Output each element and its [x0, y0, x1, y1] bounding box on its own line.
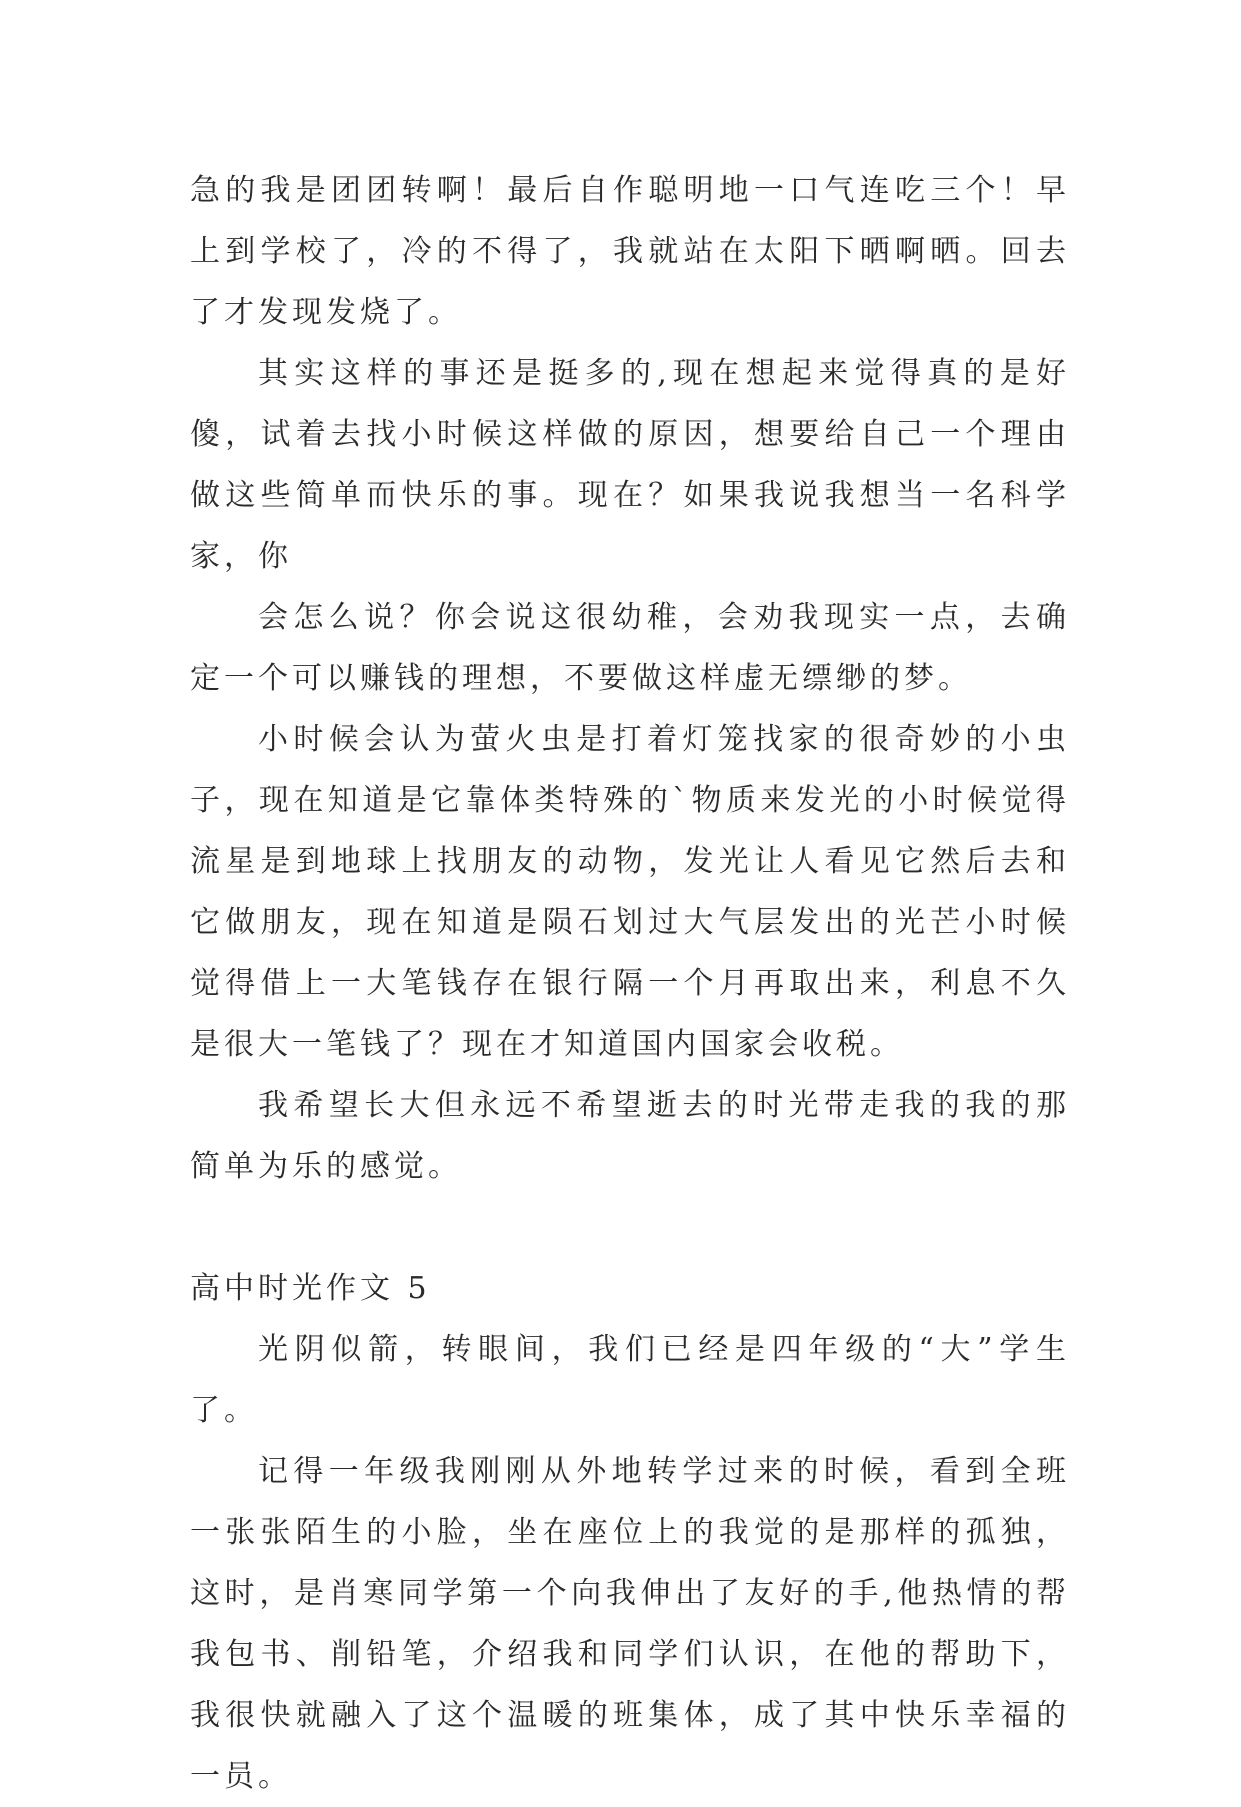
paragraph: 其实这样的事还是挺多的,现在想起来觉得真的是好傻，试着去找小时候这样做的原因，想要给自己一个理由做这些简单而快乐的事。现在？如果我说我想当一名科学家，你	[190, 356, 1070, 574]
paragraph: 光阴似箭，转眼间，我们已经是四年级的“大”学生了。	[190, 1332, 1070, 1428]
paragraph: 急的我是团团转啊！最后自作聪明地一口气连吃三个！早上到学校了，冷的不得了，我就站在太阳下晒啊晒。回去了才发现发烧了。	[190, 173, 1070, 330]
section-heading: 高中时光作文 5	[190, 1271, 431, 1306]
paragraph: 记得一年级我刚刚从外地转学过来的时候，看到全班一张张陌生的小脸，坐在座位上的我觉的是那样的孤独，这时，是肖寒同学第一个向我伸出了友好的手,他热情的帮我包书、削铅笔，介绍我和同学们认识，在他的帮助下，我很快就融入了这个温暖的班集体，成了其中快乐幸福的一员。	[190, 1454, 1070, 1794]
paragraph: 我希望长大但永远不希望逝去的时光带走我的我的那简单为乐的感觉。	[190, 1088, 1070, 1184]
paragraph: 小时候会认为萤火虫是打着灯笼找家的很奇妙的小虫子，现在知道是它靠体类特殊的`物质来发光的小时候觉得流星是到地球上找朋友的动物，发光让人看见它然后去和它做朋友，现在知道是陨石划过大气层发出的光芒小时候觉得借上一大笔钱存在银行隔一个月再取出来，利息不久是很大一笔钱了？现在才知道国内国家会收税。	[190, 722, 1070, 1062]
document-body	[190, 160, 1070, 1807]
paragraph: 会怎么说？你会说这很幼稚，会劝我现实一点，去确定一个可以赚钱的理想，不要做这样虚无缥缈的梦。	[190, 600, 1070, 696]
